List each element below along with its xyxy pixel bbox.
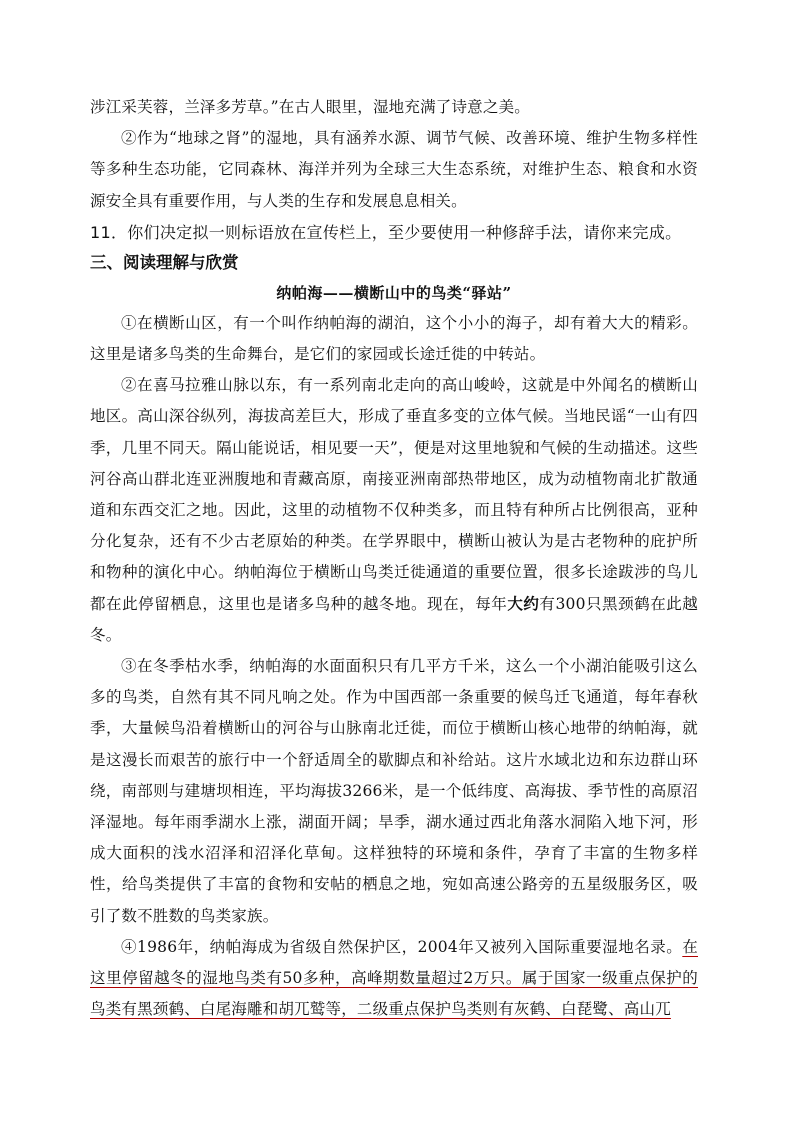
article-paragraph-2-text: ②在喜马拉雅山脉以东，有一系列南北走向的高山峻岭，这就是中外闻名的横断山地区。高山深谷纵列，海拔高差巨大，形成了垂直多变的立体气候。当地民谣“一山有四季，几里不同天。隔山能说话，相见要一天”，便是对这里地貌和气候的生动描述。这些河谷高山群北连亚洲腹地和青藏高原，南接亚洲南部热带地区，成为动植物南北扩散通道和东西交汇之地。因此，这里的动植物不仅种类多，而且特有种所占比例很高，亚种分化复杂，还有不少古老原始的种类。在学界眼中，横断山被认为是古老物种的庇护所和物种的演化中心。纳帕海位于横断山鸟类迁徙通道的重要位置，很多长途跋涉的鸟儿都在此停留栖息，这里也是诸多鸟种的越冬地。现在，每年 (90, 376, 698, 613)
article-paragraph-2 (90, 370, 698, 651)
article-title: 纳帕海——横断山中的鸟类“驿站” (276, 283, 512, 302)
page-content (90, 92, 698, 1025)
section-title-reading: 三、阅读理解与欣赏 (90, 252, 239, 272)
passage-paragraph-wetland-functions: ②作为“地球之肾”的湿地，具有涵养水源、调节气候、改善环境、维护生物多样性等多种生态功能，它同森林、海洋并列为全球三大生态系统，对维护生态、粮食和水资源安全具有重要作用，与人类的生存和发展息息相关。 (90, 129, 698, 210)
article-paragraph-1: ①在横断山区，有一个叫作纳帕海的湖泊，这个小小的海子，却有着大大的精彩。这里是诸多鸟类的生命舞台，是它们的家园或长途迁徙的中转站。 (90, 313, 698, 364)
passage-paragraph-poem-ending: 涉江采芙蓉，兰泽多芳草。”在古人眼里，湿地充满了诗意之美。 (90, 98, 530, 116)
article-paragraph-2-ending: 有300只黑颈鹤在此越冬。 (90, 594, 699, 644)
article-paragraph-3: ③在冬季枯水季，纳帕海的水面面积只有几平方千米，这么一个小湖泊能吸引这么多的鸟类，自然有其不同凡响之处。作为中国西部一条重要的候鸟迁飞通道，每年春秋季，大量候鸟沿着横断山的河谷与山脉南北迁徙，而位于横断山核心地带的纳帕海，就是这漫长而艰苦的旅行中一个舒适周全的歇脚点和补给站。这片水域北边和东边群山环绕，南部则与建塘坝相连，平均海拔3266米，是一个低纬度、高海拔、季节性的高原沼泽湿地。每年雨季湖水上涨，湖面开阔；旱季，湖水通过西北角落水洞陷入地下河，形成大面积的浅水沼泽和沼泽化草甸。这样独特的环境和条件，孕育了丰富的生物多样性，给鸟类提供了丰富的食物和安帖的栖息之地，宛如高速公路旁的五星级服务区，吸引了数不胜数的鸟类家族。 (90, 657, 698, 925)
article-paragraph-4 (90, 932, 698, 1026)
article-paragraph-4-text: ④1986年，纳帕海成为省级自然保护区，2004年又被列入国际重要湿地名录。 (121, 937, 683, 956)
article-paragraph-2-bold-word: 大约 (507, 594, 540, 613)
article-paragraph-4-underlined-text: 在这里停留越冬的湿地鸟类有50多种，高峰期数量超过2万只。属于国家一级重点保护的鸟类有黑颈鹤、白尾海雕和胡兀鹫等，二级重点保护鸟类则有灰鹤、白琵鹭、高山兀 (90, 937, 698, 1019)
question-11: 11．你们决定拟一则标语放在宣传栏上，至少要使用一种修辞手法，请你来完成。 (90, 222, 682, 242)
